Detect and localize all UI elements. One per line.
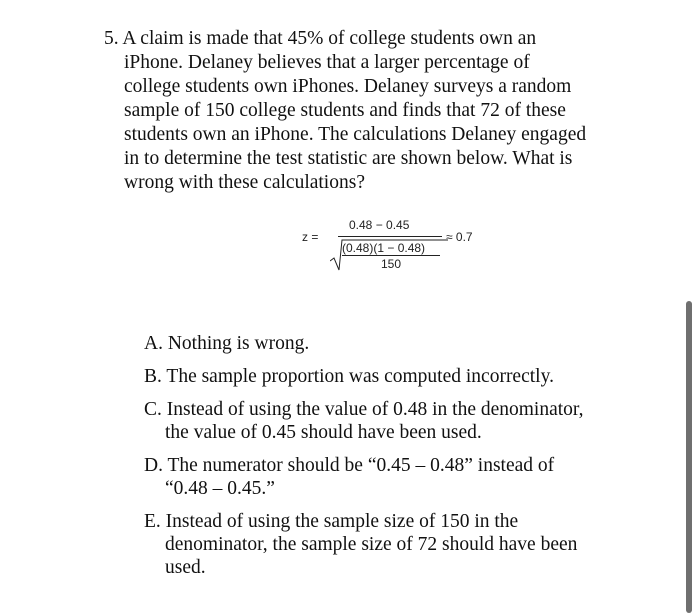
- question-line: in to determine the test statistic are shown below. What is: [124, 148, 573, 169]
- answer-options: [144, 332, 664, 589]
- formula-radicand-denominator: 150: [381, 257, 402, 271]
- option-line: B. The sample proportion was computed incorrectly.: [144, 366, 554, 387]
- option-line: the value of 0.45 should have been used.: [165, 422, 482, 443]
- question-line: students own an iPhone. The calculations Delaney engaged: [124, 124, 587, 145]
- option-line: C. Instead of using the value of 0.48 in the denominator,: [144, 399, 584, 420]
- formula-radicand-numerator: (0.48)(1 − 0.48): [342, 241, 426, 255]
- question-text: [104, 27, 664, 195]
- inner-fraction-bar: [342, 255, 440, 256]
- scrollbar-thumb[interactable]: [686, 301, 692, 613]
- test-statistic-formula: [302, 216, 502, 276]
- formula-result: ≈ 0.7: [446, 230, 473, 244]
- option-line: E. Instead of using the sample size of 150 in the: [144, 511, 519, 532]
- option-line: D. The numerator should be “0.45 – 0.48” instead of: [144, 455, 555, 476]
- option-line: used.: [165, 557, 206, 578]
- option-line: A. Nothing is wrong.: [144, 333, 310, 354]
- formula-numerator: 0.48 − 0.45: [349, 218, 410, 232]
- question-line: iPhone. Delaney believes that a larger percentage of: [124, 52, 530, 73]
- option-a: [144, 332, 664, 355]
- option-d: [144, 454, 664, 500]
- fraction-bar: [338, 236, 442, 237]
- question-line: 5. A claim is made that 45% of college students own an: [104, 28, 537, 49]
- option-line: denominator, the sample size of 72 should have been: [165, 534, 578, 555]
- option-b: [144, 365, 664, 388]
- question-line: college students own iPhones. Delaney surveys a random: [124, 76, 572, 97]
- option-c: [144, 398, 664, 444]
- formula-lhs: z =: [302, 230, 319, 244]
- option-e: [144, 510, 664, 579]
- question-line: wrong with these calculations?: [124, 172, 365, 193]
- question-line: sample of 150 college students and finds that 72 of these: [124, 100, 566, 121]
- option-line: “0.48 – 0.45.”: [165, 478, 275, 499]
